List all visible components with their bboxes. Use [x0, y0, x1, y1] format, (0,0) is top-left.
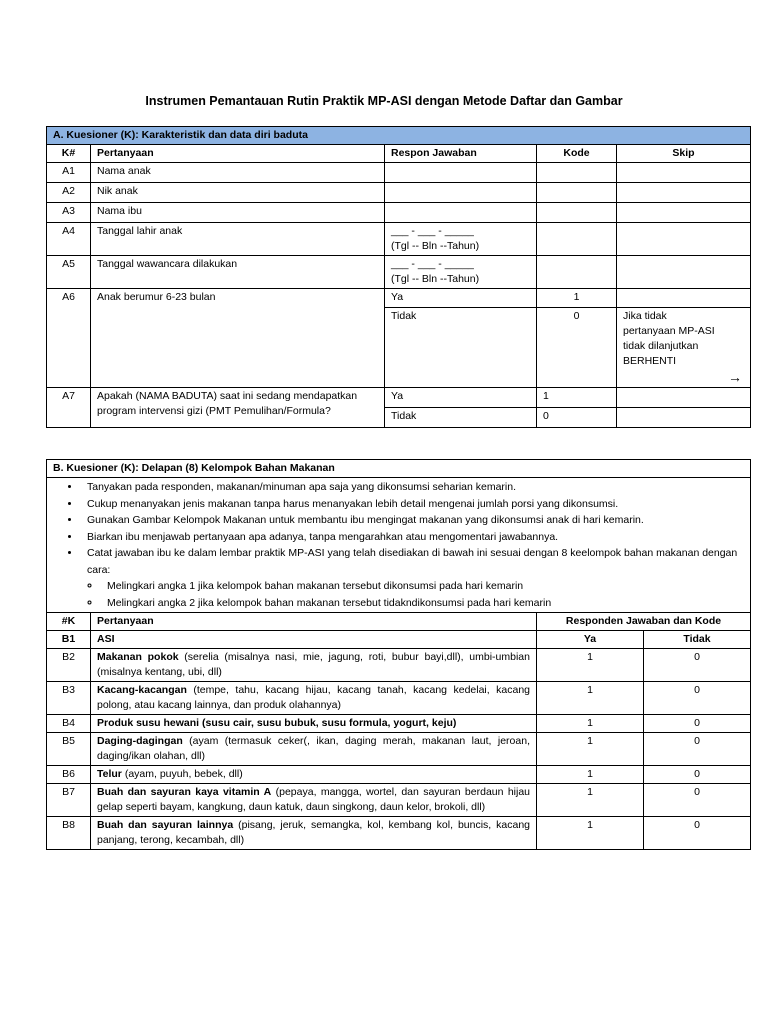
food-group-examples: (pepaya, mangga, wortel, dan sayuran berdaun hijau gelap seperti bayam, kangkung, daun katuk, daun singkong, daun kelor, brokoli, dll)	[97, 786, 530, 813]
food-group-name: Buah dan sayuran kaya vitamin A	[97, 786, 272, 798]
row-id: A7	[47, 388, 91, 428]
question-cell: Apakah (NAMA BADUTA) saat ini sedang mendapatkan program intervensi gizi (PMT Pemulihan/Formula?	[91, 388, 385, 428]
code-tidak[interactable]: 0	[644, 715, 751, 733]
table-row	[47, 223, 751, 256]
table-row	[47, 715, 751, 733]
option-tidak[interactable]: Tidak	[385, 308, 537, 388]
question-cell	[91, 817, 537, 850]
code-tidak[interactable]: 0	[537, 308, 617, 388]
table-row	[47, 163, 751, 183]
code-tidak[interactable]: 0	[644, 649, 751, 682]
row-id: B4	[47, 715, 91, 733]
row-id: B5	[47, 733, 91, 766]
code-ya[interactable]: 1	[537, 733, 644, 766]
question-cell: ASI	[91, 631, 537, 649]
date-format-hint: (Tgl -- Bln --Tahun)	[391, 273, 480, 285]
instruction-item: • Biarkan ibu menjawab pertanyaan apa adanya, tanpa mengarahkan atau mengomentari jawabannya.	[81, 529, 746, 546]
code-ya[interactable]: 1	[537, 388, 617, 408]
instruction-item: • Tanyakan pada responden, makanan/minuman apa saja yang dikonsumsi seharian kemarin.	[81, 479, 746, 496]
col-header-k: K#	[47, 145, 91, 163]
col-header-code: Kode	[537, 145, 617, 163]
row-id: B1	[47, 631, 91, 649]
code-tidak[interactable]: 0	[644, 682, 751, 715]
code-ya[interactable]: 1	[537, 289, 617, 308]
table-row	[47, 256, 751, 289]
food-group-examples: (pisang, jeruk, semangka, kol, kembang kol, buncis, kacang panjang, terong, kecambah, dll)	[97, 819, 531, 846]
question-cell: Nama anak	[91, 163, 385, 183]
col-header-k: #K	[47, 613, 91, 631]
table-row	[47, 817, 751, 850]
row-id: B7	[47, 784, 91, 817]
food-group-name: Daging-dagingan	[97, 735, 183, 747]
skip-cell	[617, 408, 751, 428]
question-cell	[91, 715, 537, 733]
row-id: B8	[47, 817, 91, 850]
date-blank: ___ - ___ - _____	[391, 225, 474, 237]
question-cell	[91, 733, 537, 766]
table-row	[47, 631, 751, 649]
code-cell	[537, 183, 617, 203]
code-tidak[interactable]: 0	[644, 733, 751, 766]
table-row	[47, 388, 751, 408]
option-tidak[interactable]: Tidak	[385, 408, 537, 428]
row-id: A1	[47, 163, 91, 183]
instruction-item: • Catat jawaban ibu ke dalam lembar praktik MP-ASI yang telah disediakan di bawah ini sesuai dengan 8 keelompok bahan makanan dengan cara:	[81, 545, 746, 578]
skip-cell	[617, 289, 751, 308]
instruction-list	[51, 479, 746, 578]
row-id: B6	[47, 766, 91, 784]
col-header-ya: Ya	[537, 631, 644, 649]
skip-instruction: Jika tidak pertanyaan MP-ASI tidak dilanjutkan BERHENTI	[623, 310, 715, 367]
date-blank: ___ - ___ - _____	[391, 258, 474, 270]
table-row	[47, 289, 751, 308]
section-b-header: B. Kuesioner (K): Delapan (8) Kelompok Bahan Makanan	[47, 460, 751, 478]
code-tidak[interactable]: 0	[644, 766, 751, 784]
question-cell: Anak berumur 6-23 bulan	[91, 289, 385, 388]
question-cell	[91, 682, 537, 715]
response-cell[interactable]	[385, 163, 537, 183]
table-row	[47, 203, 751, 223]
col-header-tidak: Tidak	[644, 631, 751, 649]
skip-cell	[617, 203, 751, 223]
question-cell: Nik anak	[91, 183, 385, 203]
row-id: A3	[47, 203, 91, 223]
food-group-name: Buah dan sayuran lainnya	[97, 819, 234, 831]
skip-instruction-cell	[617, 308, 751, 388]
col-header-skip: Skip	[617, 145, 751, 163]
arrow-right-icon: →	[728, 369, 742, 385]
sub-instruction-item: ◦ Melingkari angka 2 jika kelompok bahan makanan tersebut tidakndikonsumsi pada hari kemarin	[101, 595, 746, 612]
question-cell	[91, 766, 537, 784]
col-header-question: Pertanyaan	[91, 613, 537, 631]
sub-instruction-list	[51, 578, 746, 611]
skip-cell	[617, 388, 751, 408]
code-ya[interactable]: 1	[537, 784, 644, 817]
skip-cell	[617, 183, 751, 203]
code-cell	[537, 223, 617, 256]
food-group-examples: (ayam, puyuh, bebek, dll)	[121, 768, 243, 780]
table-row	[47, 183, 751, 203]
code-ya[interactable]: 1	[537, 715, 644, 733]
row-id: A5	[47, 256, 91, 289]
food-group-examples: (tempe, tahu, kacang hijau, kacang tanah, kacang kedelai, kacang polong, atau kacang lainnya, dan produk olahannya)	[97, 684, 530, 711]
section-a-table	[46, 126, 751, 428]
section-a-header: A. Kuesioner (K): Karakteristik dan data diri baduta	[47, 127, 751, 145]
skip-cell	[617, 163, 751, 183]
code-tidak[interactable]: 0	[644, 784, 751, 817]
food-group-rows	[47, 649, 751, 850]
code-ya[interactable]: 1	[537, 682, 644, 715]
instructions-cell	[47, 478, 751, 613]
response-cell[interactable]	[385, 203, 537, 223]
sub-instruction-item: ◦ Melingkari angka 1 jika kelompok bahan makanan tersebut dikonsumsi pada hari kemarin	[101, 578, 746, 595]
col-header-response: Responden Jawaban dan Kode	[537, 613, 751, 631]
food-group-examples: (ayam (termasuk ceker(, ikan, daging merah, makanan laut, jeroan, daging/ikan olahan, dll)	[97, 735, 530, 762]
food-group-name: Telur	[97, 768, 122, 780]
instruction-item: • Cukup menanyakan jenis makanan tanpa harus menanyakan lebih detail mengenai jumlah porsi yang dikonsumsi.	[81, 496, 746, 513]
food-group-name: Kacang-kacangan	[97, 684, 187, 696]
table-row	[47, 733, 751, 766]
code-ya[interactable]: 1	[537, 649, 644, 682]
code-ya[interactable]: 1	[537, 766, 644, 784]
row-id: A6	[47, 289, 91, 388]
row-id: B3	[47, 682, 91, 715]
col-header-question: Pertanyaan	[91, 145, 385, 163]
food-group-name: Produk susu hewani (susu cair, susu bubuk, susu formula, yogurt, keju)	[97, 717, 457, 729]
food-group-name: Makanan pokok	[97, 651, 179, 663]
question-cell: Tanggal wawancara dilakukan	[91, 256, 385, 289]
table-row	[47, 682, 751, 715]
code-tidak[interactable]: 0	[537, 408, 617, 428]
response-cell[interactable]	[385, 183, 537, 203]
date-response-cell[interactable]	[385, 256, 537, 289]
col-header-response: Respon Jawaban	[385, 145, 537, 163]
page-title: Instrumen Pemantauan Rutin Praktik MP-ASI dengan Metode Daftar dan Gambar	[145, 94, 623, 108]
row-id: A4	[47, 223, 91, 256]
code-cell	[537, 256, 617, 289]
code-cell	[537, 203, 617, 223]
date-response-cell[interactable]	[385, 223, 537, 256]
code-tidak[interactable]: 0	[644, 817, 751, 850]
table-row	[47, 784, 751, 817]
table-row	[47, 649, 751, 682]
table-row	[47, 766, 751, 784]
code-cell	[537, 163, 617, 183]
section-b-table	[46, 459, 751, 850]
question-cell	[91, 649, 537, 682]
instruction-item: • Gunakan Gambar Kelompok Makanan untuk membantu ibu mengingat makanan yang dikonsumsi anak di hari kemarin.	[81, 512, 746, 529]
option-ya[interactable]: Ya	[385, 388, 537, 408]
food-group-examples: (serelia (misalnya nasi, mie, jagung, roti, bubur bayi,dll), umbi-umbian (misalnya kentang, ubi, dll)	[97, 651, 530, 678]
skip-cell	[617, 223, 751, 256]
option-ya[interactable]: Ya	[385, 289, 537, 308]
question-cell: Nama ibu	[91, 203, 385, 223]
question-cell: Tanggal lahir anak	[91, 223, 385, 256]
row-id: B2	[47, 649, 91, 682]
code-ya[interactable]: 1	[537, 817, 644, 850]
question-cell	[91, 784, 537, 817]
date-format-hint: (Tgl -- Bln --Tahun)	[391, 240, 480, 252]
row-id: A2	[47, 183, 91, 203]
skip-cell	[617, 256, 751, 289]
